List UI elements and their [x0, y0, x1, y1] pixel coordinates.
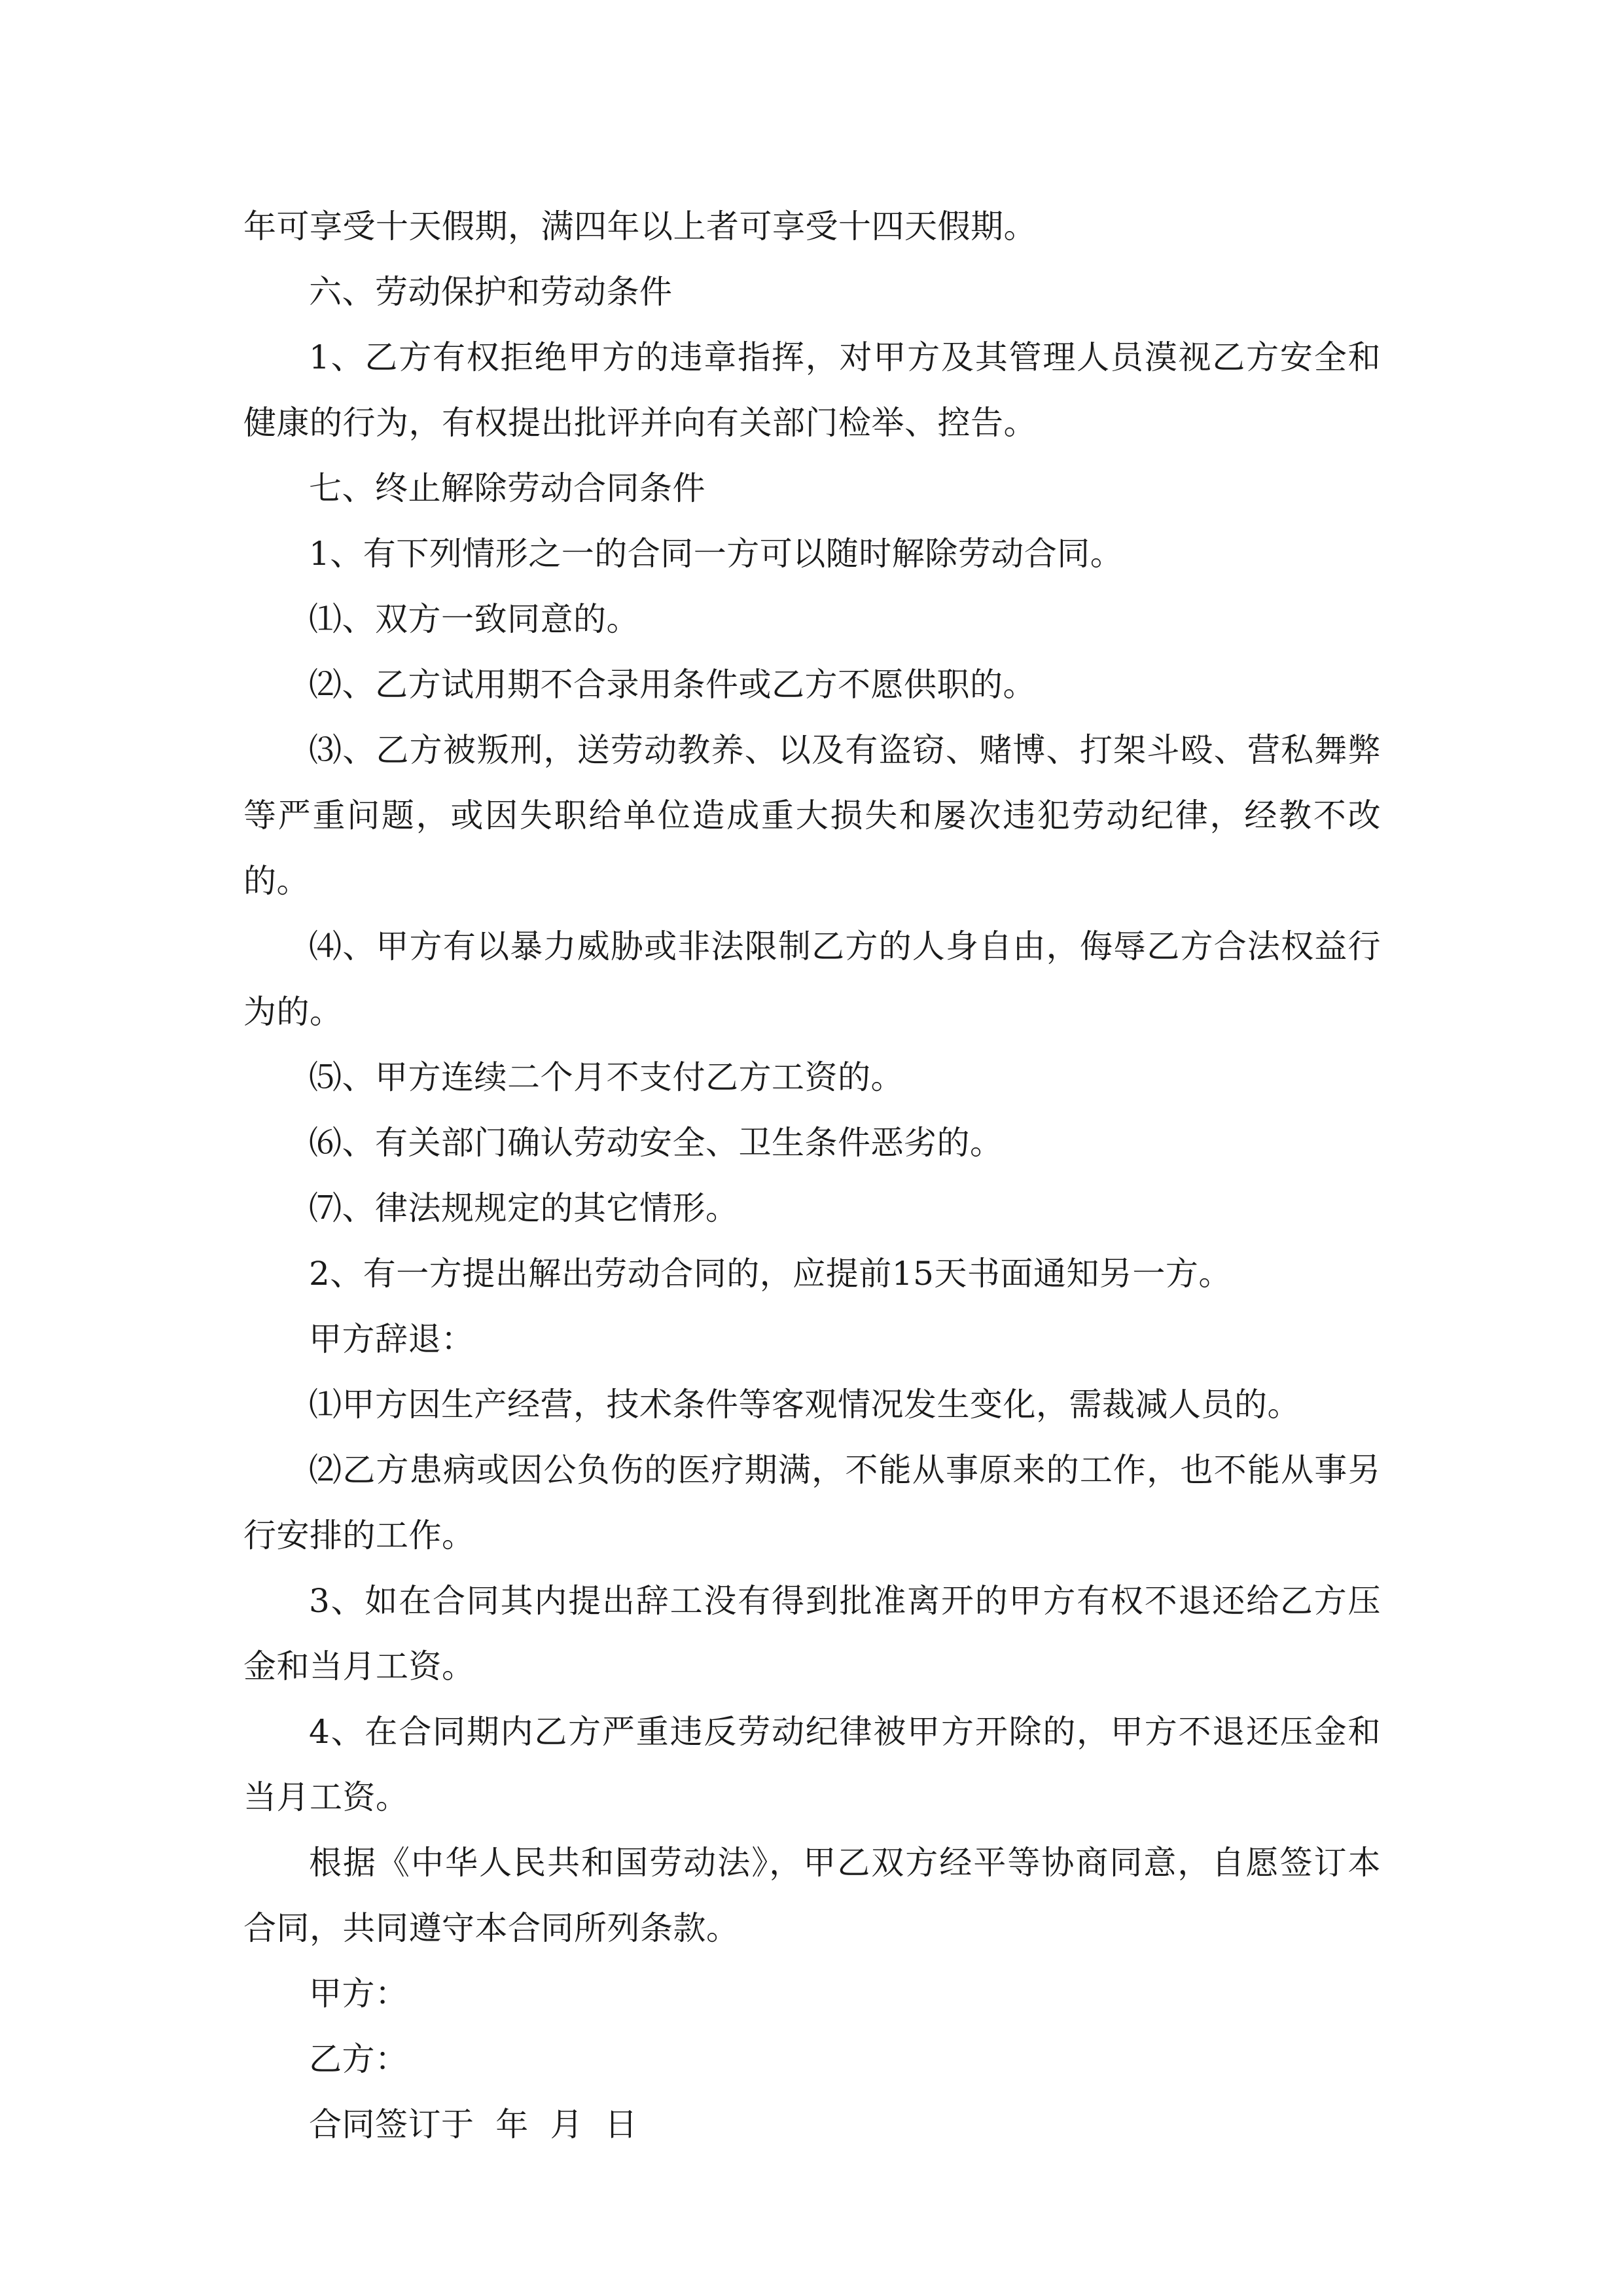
heading-employer-dismissal: 甲方辞退： — [309, 1320, 474, 1358]
list-item-condition-6: ⑹、有关部门确认劳动安全、卫生条件恶劣的。 — [309, 1124, 1003, 1162]
list-item-condition-4: ⑷、甲方有以暴力威胁或非法限制乙方的人身自由，侮辱乙方合法权益行为的。 — [243, 927, 1381, 1031]
list-item-dismissal-1: ⑴甲方因生产经营，技术条件等客观情况发生变化，需裁减人员的。 — [309, 1386, 1300, 1424]
section-heading-labor-protection: 六、劳动保护和劳动条件 — [309, 273, 673, 311]
paragraph-vacation-continued: 年可享受十天假期，满四年以上者可享受十四天假期。 — [243, 207, 1037, 245]
list-item-condition-3: ⑶、乙方被叛刑，送劳动教养、以及有盗窃、赌博、打架斗殴、营私舞弊等严重问题，或因失职给单位造成重大损失和屡次违犯劳动纪律，经教不改的。 — [243, 731, 1381, 900]
list-item-condition-5: ⑸、甲方连续二个月不支付乙方工资的。 — [309, 1058, 904, 1096]
paragraph-agreement-basis: 根据《中华人民共和国劳动法》，甲乙双方经平等协商同意，自愿签订本合同，共同遵守本合同所列条款。 — [243, 1844, 1381, 1947]
paragraph-notice-period: 2、有一方提出解出劳动合同的，应提前15天书面通知另一方。 — [309, 1255, 1232, 1293]
list-item-dismissal-2: ⑵乙方患病或因公负伤的医疗期满，不能从事原来的工作，也不能从事另行安排的工作。 — [243, 1451, 1381, 1554]
list-item-condition-1: ⑴、双方一致同意的。 — [309, 600, 639, 638]
paragraph-right-to-refuse: 1、乙方有权拒绝甲方的违章指挥，对甲方及其管理人员漠视乙方安全和健康的行为，有权提出批评并向有关部门检举、控告。 — [243, 338, 1381, 442]
signature-party-b: 乙方： — [309, 2040, 408, 2078]
section-heading-termination: 七、终止解除劳动合同条件 — [309, 469, 705, 507]
contract-signing-date: 合同签订于 年 月 日 — [309, 2106, 638, 2144]
signature-party-a: 甲方： — [309, 1975, 408, 2013]
paragraph-unapproved-resignation: 3、如在合同其内提出辞工没有得到批准离开的甲方有权不退还给乙方压金和当月工资。 — [243, 1582, 1381, 1685]
list-item-condition-2: ⑵、乙方试用期不合录用条件或乙方不愿供职的。 — [309, 666, 1036, 704]
paragraph-serious-violation: 4、在合同期内乙方严重违反劳动纪律被甲方开除的，甲方不退还压金和当月工资。 — [243, 1713, 1381, 1816]
document-body — [243, 194, 1381, 2157]
list-item-condition-7: ⑺、律法规规定的其它情形。 — [309, 1189, 739, 1227]
paragraph-termination-conditions: 1、有下列情形之一的合同一方可以随时解除劳动合同。 — [309, 535, 1124, 573]
